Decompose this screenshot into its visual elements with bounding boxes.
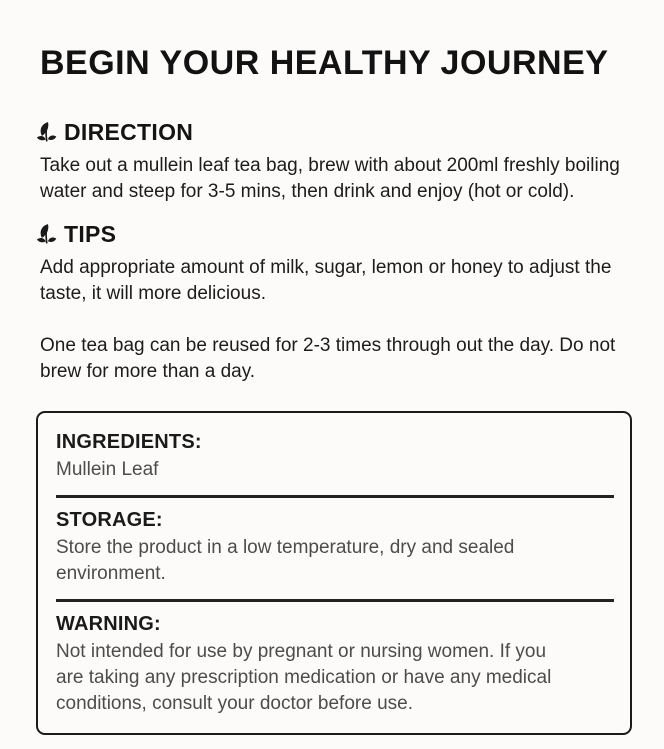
- storage-body: Store the product in a low temperature, dry and sealed environment.: [56, 537, 515, 584]
- section-tips: [40, 221, 634, 307]
- leaf-sprig-icon: [34, 120, 59, 146]
- divider: [56, 599, 614, 602]
- tips-body: Add appropriate amount of milk, sugar, lemon or honey to adjust the taste, it will more delicious.: [40, 257, 612, 304]
- info-box-section-ingredients: [56, 431, 614, 483]
- direction-body: Take out a mullein leaf tea bag, brew with about 200ml freshly boiling water and steep for 3-5 mins, then drink and enjoy (hot or cold).: [40, 155, 620, 202]
- info-box: [36, 411, 632, 735]
- divider: [56, 495, 614, 498]
- leaf-sprig-icon: [34, 222, 59, 248]
- reuse-note: One tea bag can be reused for 2-3 times through out the day. Do not brew for more than a day.: [40, 335, 616, 382]
- section-direction: [40, 119, 634, 205]
- info-box-section-warning: [56, 613, 614, 717]
- warning-heading: WARNING:: [56, 613, 161, 635]
- ingredients-heading: INGREDIENTS:: [56, 431, 202, 453]
- storage-heading: STORAGE:: [56, 509, 163, 531]
- direction-heading-row: [34, 119, 634, 146]
- page-title: BEGIN YOUR HEALTHY JOURNEY: [40, 44, 609, 82]
- info-box-section-storage: [56, 509, 614, 587]
- tips-heading-row: [34, 221, 634, 248]
- direction-heading: DIRECTION: [64, 119, 194, 145]
- warning-body: Not intended for use by pregnant or nursing women. If you are taking any prescription medication or have any medical conditions, consult your doctor before use.: [56, 641, 552, 714]
- ingredients-body: Mullein Leaf: [56, 459, 159, 480]
- tips-heading: TIPS: [64, 221, 117, 247]
